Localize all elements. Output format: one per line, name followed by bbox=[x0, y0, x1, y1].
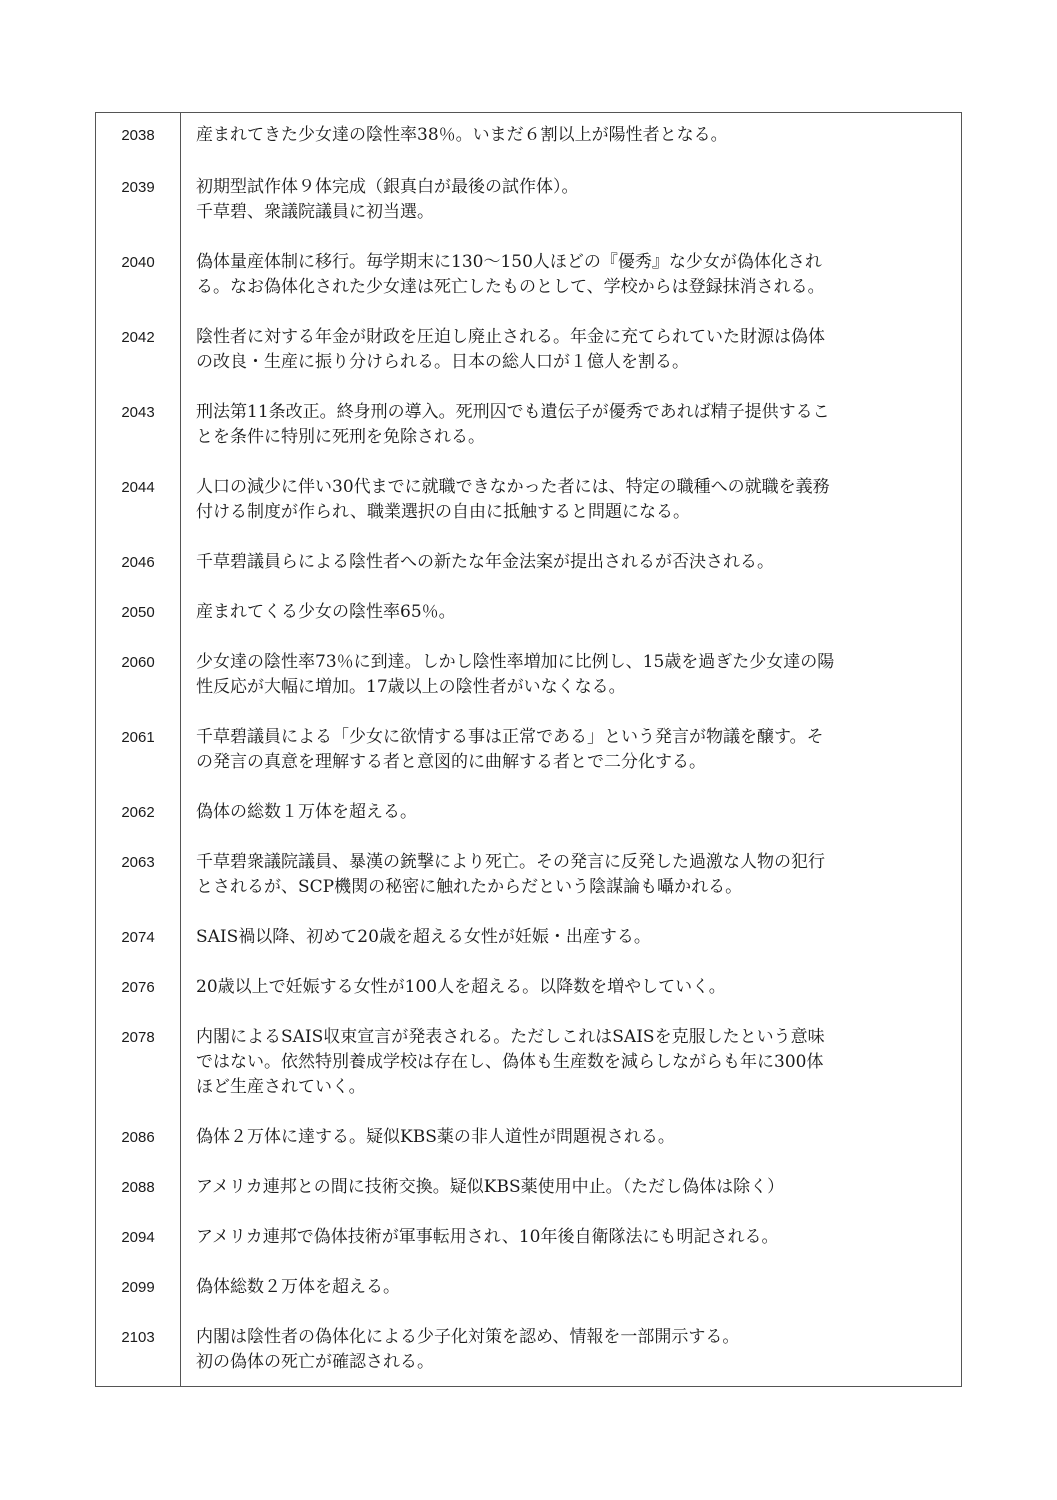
year-cell: 2061 bbox=[121, 729, 155, 746]
event-cell: SAIS禍以降、初めて20歳を超える女性が妊娠・出産する。 bbox=[196, 927, 651, 947]
event-cell: アメリカ連邦との間に技術交換。疑似KBS薬使用中止。（ただし偽体は除く） bbox=[196, 1177, 785, 1197]
year-cell: 2076 bbox=[121, 979, 155, 996]
year-cell: 2044 bbox=[121, 479, 155, 496]
event-cell: 千草碧議員による「少女に欲情する事は正常である」という発言が物議を醸す。そ の発言の真意を理解する者と意図的に曲解する者とで二分化する。 bbox=[196, 727, 824, 772]
event-cell: アメリカ連邦で偽体技術が軍事転用され、10年後自衛隊法にも明記される。 bbox=[196, 1227, 779, 1247]
event-cell: 陰性者に対する年金が財政を圧迫し廃止される。年金に充てられていた財源は偽体 の改良・生産に振り分けられる。日本の総人口が１億人を割る。 bbox=[196, 327, 825, 372]
year-cell: 2086 bbox=[121, 1129, 155, 1146]
event-cell: 人口の減少に伴い30代までに就職できなかった者には、特定の職種への就職を義務 付ける制度が作られ、職業選択の自由に抵触すると問題になる。 bbox=[196, 477, 830, 522]
year-cell: 2039 bbox=[121, 179, 155, 196]
event-cell: 産まれてきた少女達の陰性率38％。いまだ６割以上が陽性者となる。 bbox=[196, 125, 728, 145]
event-cell: 千草碧議員らによる陰性者への新たな年金法案が提出されるが否決される。 bbox=[196, 552, 774, 572]
event-cell: 千草碧衆議院議員、暴漢の銃撃により死亡。その発言に反発した過激な人物の犯行 とされるが、SCP機関の秘密に触れたからだという陰謀論も囁かれる。 bbox=[196, 852, 825, 897]
year-cell: 2050 bbox=[121, 604, 155, 621]
event-cell: 刑法第11条改正。終身刑の導入。死刑囚でも遺伝子が優秀であれば精子提供するこ とを条件に特別に死刑を免除される。 bbox=[196, 402, 830, 447]
year-cell: 2060 bbox=[121, 654, 155, 671]
year-cell: 2046 bbox=[121, 554, 155, 571]
column-divider bbox=[180, 113, 181, 1386]
year-cell: 2040 bbox=[121, 254, 155, 271]
event-cell: 内閣は陰性者の偽体化による少子化対策を認め、情報を一部開示する。 初の偽体の死亡が確認される。 bbox=[196, 1327, 740, 1372]
event-cell: 偽体量産体制に移行。毎学期末に130～150人ほどの『優秀』な少女が偽体化され る。なお偽体化された少女達は死亡したものとして、学校からは登録抹消される。 bbox=[196, 252, 825, 297]
year-cell: 2099 bbox=[121, 1279, 155, 1296]
year-cell: 2043 bbox=[121, 404, 155, 421]
timeline-table bbox=[95, 112, 962, 1387]
event-cell: 産まれてくる少女の陰性率65％。 bbox=[196, 602, 456, 622]
event-cell: 少女達の陰性率73％に到達。しかし陰性率増加に比例し、15歳を過ぎた少女達の陽 性反応が大幅に増加。17歳以上の陰性者がいなくなる。 bbox=[196, 652, 835, 697]
event-cell: 初期型試作体９体完成（銀真白が最後の試作体）。 千草碧、衆議院議員に初当選。 bbox=[196, 177, 579, 222]
year-cell: 2078 bbox=[121, 1029, 155, 1046]
year-cell: 2062 bbox=[121, 804, 155, 821]
event-cell: 内閣によるSAIS収束宣言が発表される。ただしこれはSAISを克服したという意味 ではない。依然特別養成学校は存在し、偽体も生産数を減らしながらも年に300体 ほど生産されていく。 bbox=[196, 1027, 825, 1097]
event-cell: 偽体総数２万体を超える。 bbox=[196, 1277, 400, 1297]
year-cell: 2063 bbox=[121, 854, 155, 871]
year-cell: 2042 bbox=[121, 329, 155, 346]
year-cell: 2094 bbox=[121, 1229, 155, 1246]
event-cell: 偽体の総数１万体を超える。 bbox=[196, 802, 417, 822]
year-cell: 2088 bbox=[121, 1179, 155, 1196]
year-cell: 2038 bbox=[121, 127, 155, 144]
year-cell: 2103 bbox=[121, 1329, 155, 1346]
year-cell: 2074 bbox=[121, 929, 155, 946]
event-cell: 偽体２万体に達する。疑似KBS薬の非人道性が問題視される。 bbox=[196, 1127, 675, 1147]
event-cell: 20歳以上で妊娠する女性が100人を超える。以降数を増やしていく。 bbox=[196, 977, 726, 997]
